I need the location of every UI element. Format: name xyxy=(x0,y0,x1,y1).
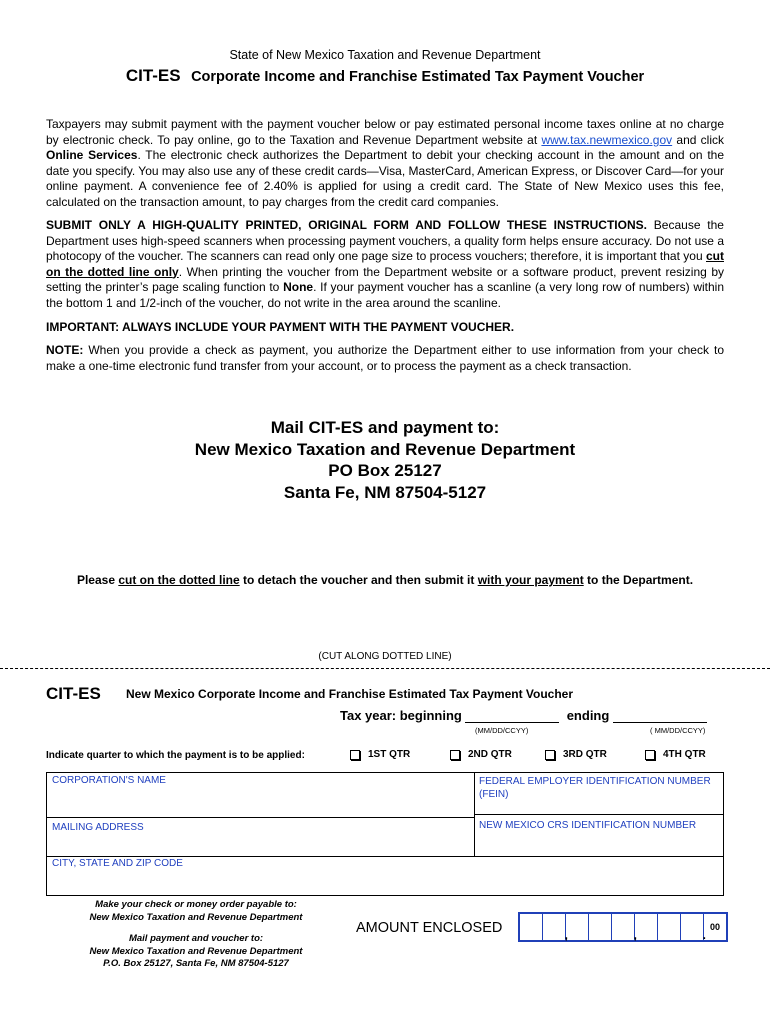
submit-text: . If your payment voucher has a scanline (a very long row of numbers) within the bottom 1 and 1/2-inch of the voucher, do not write in the area around the scanline. xyxy=(46,280,724,310)
please-underline: cut on the dotted line xyxy=(118,573,240,587)
corporation-name-field[interactable]: CORPORATION'S NAME xyxy=(52,775,166,786)
ending-label: ending xyxy=(566,708,610,723)
mail-address-block xyxy=(0,417,770,503)
none-text: None xyxy=(283,280,314,294)
tax-year-row xyxy=(340,708,707,723)
mailto-line: Mail payment and voucher to: xyxy=(128,933,264,944)
intro-text: . The electronic check authorizes the Department to debit your checking account in the amount and on the date you specify. You may also use any of these credit cards—Visa, MasterCard, American Express, or Discover Card—for your online payment. A convenience fee of 2.40% is applied for using a credit card. The State of New Mexico uses this fee, calculated on the transaction amount, to pay charges from the credit card companies. xyxy=(46,148,725,209)
please-text: to the Department. xyxy=(583,573,694,587)
please-underline: with your payment xyxy=(477,573,584,587)
field-divider xyxy=(474,814,723,815)
payable-line: Make your check or money order payable to: xyxy=(95,899,297,910)
qtr-label: 4TH QTR xyxy=(663,749,706,760)
mailto-line: P.O. Box 25127, Santa Fe, NM 87504-5127 xyxy=(103,958,289,969)
amount-input[interactable] xyxy=(518,912,728,942)
submit-text: . When printing the voucher from the Department website or a software product, prevent resizing by setting the printer’s page scaling function to xyxy=(46,264,724,294)
amount-digit[interactable] xyxy=(543,914,566,940)
checkbox-icon[interactable] xyxy=(450,750,460,760)
submit-text: Because the Department uses high-speed scanners when processing payment vouchers, a quality form helps ensure accuracy. Do not use a photocopy of the voucher. The scanners can read only one page size to process vouchers; therefore, it is important that you xyxy=(46,218,724,263)
mail-line: Mail CIT-ES and payment to: xyxy=(270,418,500,437)
submit-heading: SUBMIT ONLY A HIGH-QUALITY PRINTED, ORIGINAL FORM AND FOLLOW THESE INSTRUCTIONS. xyxy=(46,218,647,232)
qtr-4-checkbox[interactable] xyxy=(645,749,706,760)
checkbox-icon[interactable] xyxy=(350,750,360,760)
voucher-code: CIT-ES xyxy=(46,684,101,703)
tax-year-label: Tax year: beginning xyxy=(340,708,462,723)
amount-digit[interactable] xyxy=(612,914,635,940)
mailing-address-field[interactable]: MAILING ADDRESS xyxy=(52,822,144,833)
voucher-title: New Mexico Corporate Income and Franchise Estimated Tax Payment Voucher xyxy=(126,687,574,701)
fein-field[interactable]: FEDERAL EMPLOYER IDENTIFICATION NUMBER (FEIN) xyxy=(479,776,711,800)
note-text: When you provide a check as payment, you authorize the Department either to use information from your check to make a one-time electronic fund transfer from your account, or to process the payment as a check transaction. xyxy=(46,343,724,373)
qtr-3-checkbox[interactable] xyxy=(545,749,607,760)
form-title xyxy=(0,66,770,86)
please-text: to detach the voucher and then submit it xyxy=(239,573,478,587)
website-link[interactable]: www.tax.newmexico.gov xyxy=(541,132,673,147)
checkbox-icon[interactable] xyxy=(645,750,655,760)
intro-text: and click xyxy=(672,132,724,147)
cut-instruction: cut on the dotted line only xyxy=(46,249,724,279)
amount-digit[interactable] xyxy=(658,914,681,940)
dotted-cut-line xyxy=(0,668,770,669)
comma-separator: , xyxy=(564,928,568,942)
cents-value: 00 xyxy=(709,922,720,932)
decimal-separator: . xyxy=(702,928,706,942)
note-paragraph xyxy=(46,343,724,374)
form-name: Corporate Income and Franchise Estimated Tax Payment Voucher xyxy=(191,69,645,85)
field-divider xyxy=(46,856,723,857)
cut-instruction-line xyxy=(0,573,770,587)
mail-line: New Mexico Taxation and Revenue Department xyxy=(194,439,576,459)
crs-id-field[interactable]: NEW MEXICO CRS IDENTIFICATION NUMBER xyxy=(479,820,697,831)
amount-digit[interactable] xyxy=(681,914,704,940)
qtr-1-checkbox[interactable] xyxy=(350,749,410,760)
amount-digit[interactable] xyxy=(520,914,543,940)
amount-digit[interactable] xyxy=(566,914,589,940)
important-notice: IMPORTANT: ALWAYS INCLUDE YOUR PAYMENT WITH THE PAYMENT VOUCHER. xyxy=(46,320,515,334)
begin-date-format: (MM/DD/CCYY) xyxy=(475,726,529,735)
comma-separator: , xyxy=(633,928,637,942)
note-label: NOTE: xyxy=(46,343,84,357)
field-divider xyxy=(46,817,474,818)
end-date-format: ( MM/DD/CCYY) xyxy=(650,726,706,735)
mailto-line: New Mexico Taxation and Revenue Department xyxy=(89,945,303,957)
qtr-label: 2ND QTR xyxy=(468,749,512,760)
online-services-text: Online Services xyxy=(46,148,138,162)
amount-enclosed-label: AMOUNT ENCLOSED xyxy=(356,920,503,936)
department-name: State of New Mexico Taxation and Revenue Department xyxy=(229,48,541,62)
mail-to-block xyxy=(66,933,326,971)
qtr-2-checkbox[interactable] xyxy=(450,749,512,760)
qtr-label: 1ST QTR xyxy=(368,749,411,760)
intro-paragraph xyxy=(46,117,724,210)
beginning-date-field[interactable] xyxy=(465,708,559,723)
submit-paragraph xyxy=(46,218,724,311)
quarter-label: Indicate quarter to which the payment is to be applied: xyxy=(46,750,305,761)
intro-text: Taxpayers may submit payment with the payment voucher below or pay estimated personal income taxes online at no charge by electronic check. To pay online, go to the Taxation and Revenue Department website at xyxy=(46,117,724,147)
form-code: CIT-ES xyxy=(125,66,181,85)
amount-digit[interactable] xyxy=(589,914,612,940)
qtr-label: 3RD QTR xyxy=(563,749,607,760)
city-state-zip-field[interactable]: CITY, STATE AND ZIP CODE xyxy=(52,858,183,869)
checkbox-icon[interactable] xyxy=(545,750,555,760)
mail-line: PO Box 25127 xyxy=(328,461,442,480)
payable-to-block xyxy=(66,899,326,924)
mail-line: Santa Fe, NM 87504-5127 xyxy=(283,482,487,502)
cut-label: (CUT ALONG DOTTED LINE) xyxy=(318,651,452,662)
amount-digit[interactable] xyxy=(635,914,658,940)
ending-date-field[interactable] xyxy=(613,708,707,723)
payable-line: New Mexico Taxation and Revenue Department xyxy=(89,911,303,923)
please-text: Please xyxy=(76,573,119,587)
